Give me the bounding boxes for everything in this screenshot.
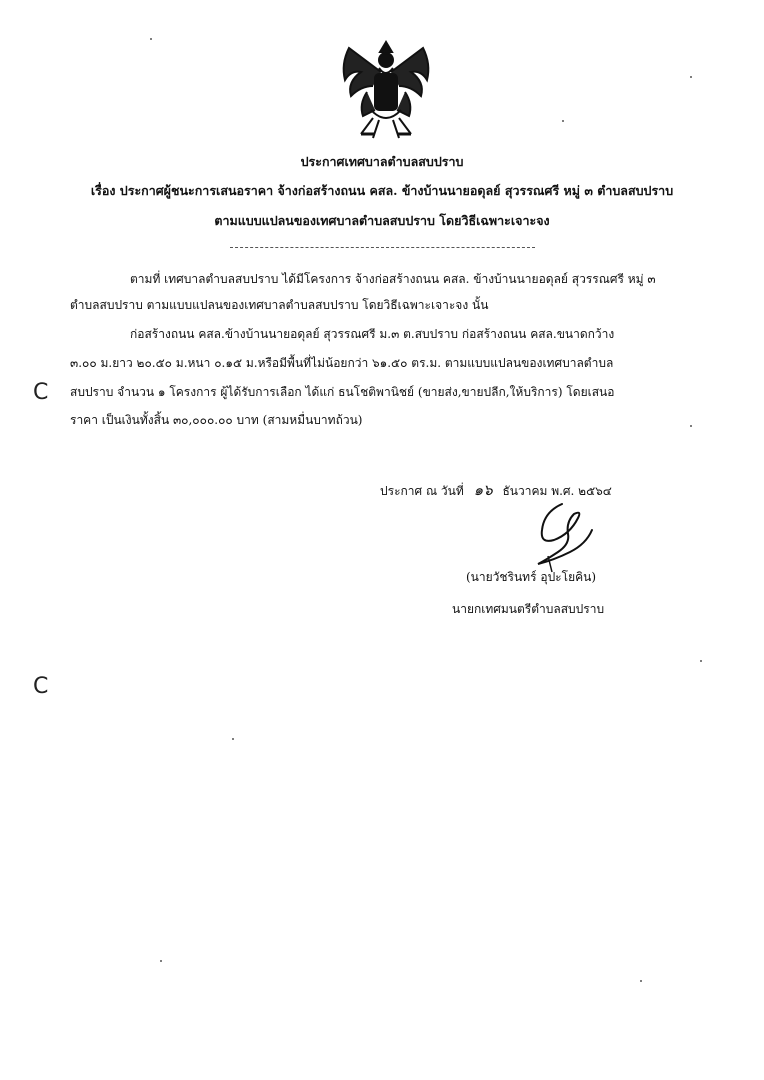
scan-speck bbox=[232, 738, 234, 740]
signer-title: นายกเทศมนตรีตำบลสบปราบ bbox=[452, 602, 605, 616]
divider-line bbox=[230, 247, 535, 248]
announcement-subject-cont: ตามแบบแปลนของเทศบาลตำบลสบปราบ โดยวิธีเฉพาะเจาะจง bbox=[214, 213, 550, 228]
announcement-subject: เรื่อง ประกาศผู้ชนะการเสนอราคา จ้างก่อสร้างถนน คสล. ข้างบ้านนายอดุลย์ สุวรรณศรี หมู่ ๓ ตำบลสบปราบ bbox=[90, 183, 674, 198]
body-line: ๓.๐๐ ม.ยาว ๒๐.๕๐ ม.หนา ๐.๑๕ ม.หรือมีพื้นที่ไม่น้อยกว่า ๖๑.๕๐ ตร.ม. ตามแบบแปลนของเทศบาลตำบล bbox=[70, 356, 614, 370]
announcement-title: ประกาศเทศบาลตำบลสบปราบ bbox=[300, 154, 464, 169]
scan-speck bbox=[150, 38, 152, 40]
body-line: ตำบลสบปราบ ตามแบบแปลนของเทศบาลตำบลสบปราบ โดยวิธีเฉพาะเจาะจง นั้น bbox=[70, 298, 489, 312]
punch-hole-mark: C bbox=[33, 674, 49, 699]
signer-name: (นายวัชรินทร์ อุปะโยคิน) bbox=[466, 570, 597, 584]
body-line: สบปราบ จำนวน ๑ โครงการ ผู้ได้รับการเลือก ได้แก่ ธนโชติพานิชย์ (ขายส่ง,ขายปลีก,ให้บริการ) โดยเสนอ bbox=[70, 385, 615, 399]
scan-speck bbox=[690, 425, 692, 427]
punch-hole-mark: C bbox=[33, 380, 49, 405]
handwritten-signature bbox=[518, 500, 598, 575]
body-line: ราคา เป็นเงินทั้งสิ้น ๓๐,๐๐๐.๐๐ บาท (สามหมื่นบาทถ้วน) bbox=[70, 413, 363, 427]
date-day-handwritten: ๑๖ bbox=[473, 481, 493, 499]
scan-speck bbox=[640, 980, 642, 982]
garuda-emblem bbox=[331, 34, 441, 142]
announcement-date bbox=[380, 478, 612, 502]
scan-speck bbox=[700, 660, 702, 662]
scan-speck bbox=[160, 960, 162, 962]
date-prefix: ประกาศ ณ วันที่ bbox=[380, 484, 464, 498]
body-line: ก่อสร้างถนน คสล.ข้างบ้านนายอดุลย์ สุวรรณศรี ม.๓ ต.สบปราบ ก่อสร้างถนน คสล.ขนาดกว้าง bbox=[130, 327, 615, 341]
body-line: ตามที่ เทศบาลตำบลสบปราบ ได้มีโครงการ จ้างก่อสร้างถนน คสล. ข้างบ้านนายอดุลย์ สุวรรณศรี หมู่ ๓ bbox=[130, 272, 656, 286]
scan-speck bbox=[562, 120, 564, 122]
scan-speck bbox=[690, 76, 692, 78]
date-suffix: ธันวาคม พ.ศ. ๒๕๖๔ bbox=[502, 484, 612, 498]
